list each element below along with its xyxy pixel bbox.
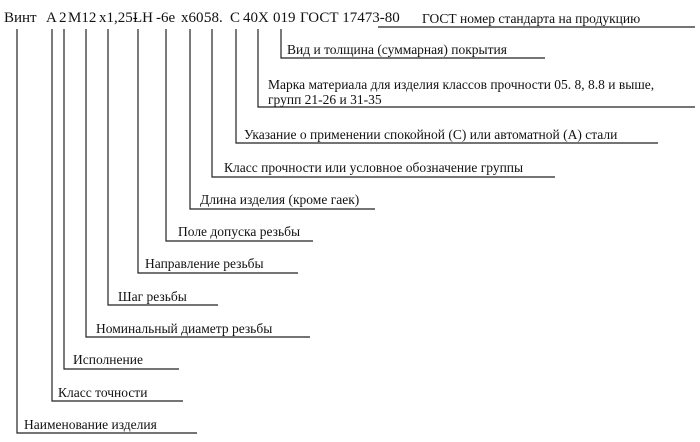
label-diameter: Номинальный диаметр резьбы bbox=[96, 321, 273, 336]
label-direction: Направление резьбы bbox=[145, 256, 264, 271]
label-version: Исполнение bbox=[73, 352, 143, 367]
designation-length: х60. bbox=[181, 10, 208, 26]
label-material: Марка материала для изделия классов прочности 05. 8, 8.8 и выше, bbox=[268, 77, 655, 92]
designation-name: Винт bbox=[4, 10, 37, 26]
designation-coating: 019 bbox=[273, 10, 296, 26]
designation-gost: ГОСТ 17473-80 bbox=[300, 10, 400, 26]
label-material-groups: групп 21-26 и 31-35 bbox=[268, 92, 382, 107]
leader-version bbox=[64, 29, 179, 369]
leader-name bbox=[17, 29, 197, 433]
designation-version: 2 bbox=[59, 10, 67, 26]
label-tolerance: Поле допуска резьбы bbox=[178, 224, 301, 239]
label-gost: ГОСТ номер стандарта на продукцию bbox=[422, 11, 641, 26]
designation-strength: 58. bbox=[204, 10, 223, 26]
designation-tolerance: -6е bbox=[156, 10, 176, 26]
designation-steel: С bbox=[230, 10, 241, 26]
label-length: Длина изделия (кроме гаек) bbox=[200, 192, 360, 207]
label-strength: Класс прочности или условное обозначение группы bbox=[224, 160, 524, 175]
designation-accuracy: А bbox=[46, 10, 57, 26]
designation-diameter: М12 bbox=[68, 10, 97, 26]
label-steel: Указание о применении спокойной (С) или автоматной (А) стали bbox=[244, 127, 618, 142]
label-coating: Вид и толщина (суммарная) покрытия bbox=[287, 42, 507, 57]
label-pitch: Шаг резьбы bbox=[118, 289, 187, 304]
label-name: Наименование изделия bbox=[24, 417, 157, 432]
leader-accuracy bbox=[52, 29, 183, 401]
label-accuracy: Класс точности bbox=[58, 385, 148, 400]
designation-pitch: х1,25- bbox=[99, 10, 138, 26]
designation-direction: LH bbox=[133, 10, 153, 26]
designation-material: 40Х bbox=[243, 10, 269, 26]
